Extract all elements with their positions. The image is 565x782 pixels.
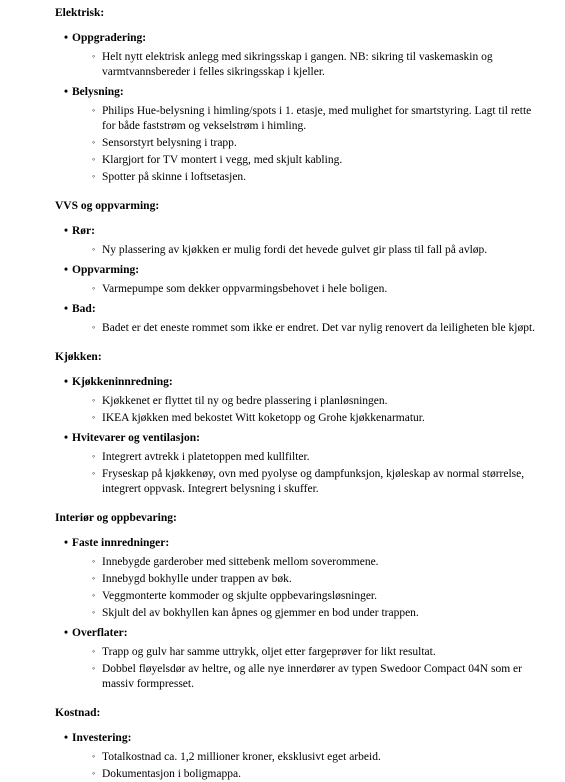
hollow-bullet-icon: ◦ xyxy=(92,105,96,115)
list-item-text: Philips Hue-belysning i himling/spots i 1. etasje, med mulighet for smartstyring. Lagt til rette for både faststrøm og vekselstrøm i himling. xyxy=(102,105,532,132)
section-heading: Kjøkken: xyxy=(55,351,102,363)
bullet-list xyxy=(55,103,545,185)
list-item xyxy=(55,661,545,692)
list-item-text: Badet er det eneste rommet som ikke er endret. Det var nylig renovert da leiligheten ble kjøpt. xyxy=(102,322,536,334)
hollow-bullet-icon: ◦ xyxy=(92,322,96,332)
section-heading: Interiør og oppbevaring: xyxy=(55,512,177,524)
subsection-heading: • Hvitevarer og ventilasjon: xyxy=(55,431,545,446)
list-item xyxy=(55,103,545,134)
list-item xyxy=(55,169,545,185)
subsection-heading: • Kjøkkeninnredning: xyxy=(55,375,545,390)
bullet-list xyxy=(55,749,545,782)
hollow-bullet-icon: ◦ xyxy=(92,137,96,147)
bullet-list xyxy=(55,449,545,497)
bullet-list xyxy=(55,393,545,426)
subsection-heading: • Investering: xyxy=(55,731,545,746)
hollow-bullet-icon: ◦ xyxy=(92,573,96,583)
list-item xyxy=(55,571,545,587)
hollow-bullet-icon: ◦ xyxy=(92,768,96,778)
list-item xyxy=(55,135,545,151)
hollow-bullet-icon: ◦ xyxy=(92,556,96,566)
hollow-bullet-icon: ◦ xyxy=(92,663,96,673)
subsection-heading: • Rør: xyxy=(55,224,545,239)
section xyxy=(55,350,545,497)
subsection xyxy=(55,375,545,426)
hollow-bullet-icon: ◦ xyxy=(92,451,96,461)
list-item-text: Trapp og gulv har samme uttrykk, oljet etter fargeprøver for likt resultat. xyxy=(102,646,436,658)
subsection xyxy=(55,536,545,621)
list-item-text: Sensorstyrt belysning i trapp. xyxy=(102,137,237,149)
list-item xyxy=(55,49,545,80)
list-item-text: Veggmonterte kommoder og skjulte oppbevaringsløsninger. xyxy=(102,590,377,602)
subsection xyxy=(55,85,545,185)
list-item xyxy=(55,588,545,604)
bullet-list xyxy=(55,281,545,297)
list-item xyxy=(55,749,545,765)
section-heading: Kostnad: xyxy=(55,707,101,719)
list-item-text: IKEA kjøkken med bekostet Witt koketopp og Grohe kjøkkenarmatur. xyxy=(102,412,425,424)
subsection xyxy=(55,731,545,782)
list-item-text: Dobbel fløyelsdør av heltre, og alle nye innerdører av typen Swedoor Compact 04N som er massiv formpresset. xyxy=(102,663,522,690)
subsection-heading: • Overflater: xyxy=(55,626,545,641)
section-heading: Elektrisk: xyxy=(55,7,105,19)
list-item xyxy=(55,152,545,168)
subsection-heading: • Bad: xyxy=(55,302,545,317)
subsection-heading: • Belysning: xyxy=(55,85,545,100)
list-item xyxy=(55,242,545,258)
list-item-text: Ny plassering av kjøkken er mulig fordi det hevede gulvet gir plass til fall på avløp. xyxy=(102,244,488,256)
list-item-text: Innebygde garderober med sittebenk mellom soverommene. xyxy=(102,556,379,568)
hollow-bullet-icon: ◦ xyxy=(92,607,96,617)
list-item-text: Kjøkkenet er flyttet til ny og bedre plassering i planløsningen. xyxy=(102,395,388,407)
hollow-bullet-icon: ◦ xyxy=(92,395,96,405)
section xyxy=(55,706,545,782)
list-item-text: Spotter på skinne i loftsetasjen. xyxy=(102,171,247,183)
list-item-text: Helt nytt elektrisk anlegg med sikringsskap i gangen. NB: sikring til vaskemaskin og varmtvannsbereder i felles sikringsskap i kjeller. xyxy=(102,51,493,78)
bullet-list xyxy=(55,320,545,336)
list-item xyxy=(55,644,545,660)
list-item-text: Dokumentasjon i boligmappa. xyxy=(102,768,241,780)
section xyxy=(55,6,545,185)
list-item-text: Klargjort for TV montert i vegg, med skjult kabling. xyxy=(102,154,343,166)
bullet-list xyxy=(55,49,545,80)
hollow-bullet-icon: ◦ xyxy=(92,51,96,61)
hollow-bullet-icon: ◦ xyxy=(92,646,96,656)
subsection-heading: • Oppgradering: xyxy=(55,31,545,46)
hollow-bullet-icon: ◦ xyxy=(92,283,96,293)
bullet-list xyxy=(55,644,545,692)
list-item xyxy=(55,605,545,621)
subsection-heading: • Oppvarming: xyxy=(55,263,545,278)
list-item-text: Varmepumpe som dekker oppvarmingsbehovet i hele boligen. xyxy=(102,283,388,295)
subsection-heading: • Faste innredninger: xyxy=(55,536,545,551)
list-item-text: Innebygd bokhylle under trappen av bøk. xyxy=(102,573,292,585)
hollow-bullet-icon: ◦ xyxy=(92,412,96,422)
section xyxy=(55,511,545,692)
bullet-list xyxy=(55,242,545,258)
list-item xyxy=(55,766,545,782)
list-item-text: Integrert avtrekk i platetoppen med kullfilter. xyxy=(102,451,310,463)
bullet-list xyxy=(55,554,545,621)
section-heading: VVS og oppvarming: xyxy=(55,200,160,212)
hollow-bullet-icon: ◦ xyxy=(92,468,96,478)
list-item xyxy=(55,466,545,497)
list-item-text: Fryseskap på kjøkkenøy, ovn med pyolyse og dampfunksjon, kjøleskap av normal størrelse, integrert oppvask. Integrert belysning i skuffer. xyxy=(102,468,525,495)
subsection xyxy=(55,431,545,497)
hollow-bullet-icon: ◦ xyxy=(92,590,96,600)
hollow-bullet-icon: ◦ xyxy=(92,154,96,164)
subsection xyxy=(55,224,545,258)
subsection xyxy=(55,626,545,692)
list-item-text: Skjult del av bokhyllen kan åpnes og gjemmer en bod under trappen. xyxy=(102,607,419,619)
list-item xyxy=(55,281,545,297)
subsection xyxy=(55,263,545,297)
list-item xyxy=(55,449,545,465)
list-item xyxy=(55,393,545,409)
list-item-text: Totalkostnad ca. 1,2 millioner kroner, eksklusivt eget arbeid. xyxy=(102,751,381,763)
hollow-bullet-icon: ◦ xyxy=(92,751,96,761)
list-item xyxy=(55,554,545,570)
subsection xyxy=(55,302,545,336)
list-item xyxy=(55,320,545,336)
section xyxy=(55,199,545,336)
hollow-bullet-icon: ◦ xyxy=(92,244,96,254)
hollow-bullet-icon: ◦ xyxy=(92,171,96,181)
subsection xyxy=(55,31,545,80)
list-item xyxy=(55,410,545,426)
